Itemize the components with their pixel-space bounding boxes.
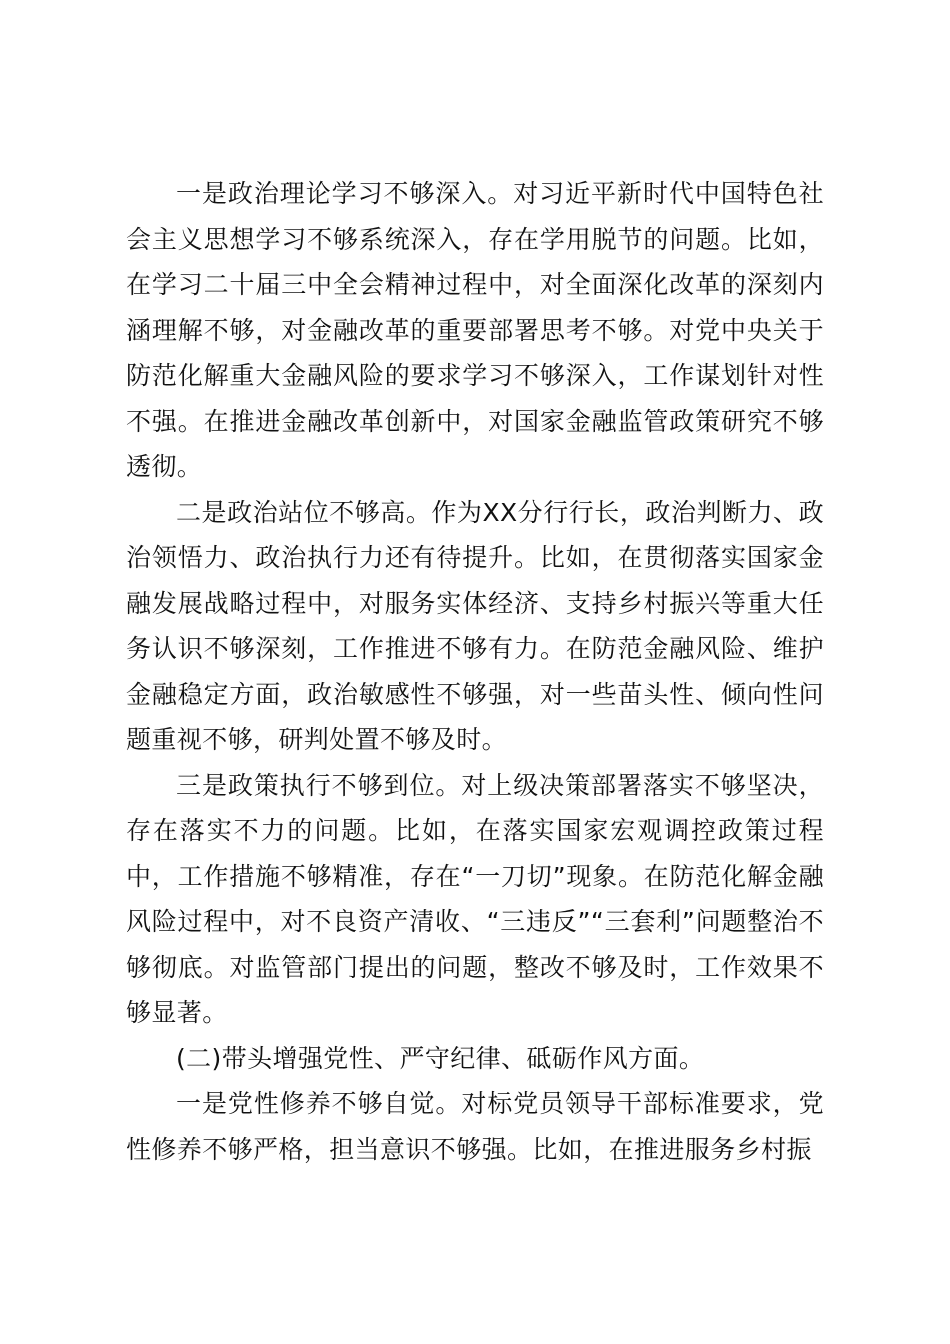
paragraph-political-theory: 一是政治理论学习不够深入。对习近平新时代中国特色社会主义思想学习不够系统深入，存在学用脱节的问题。比如，在学习二十届三中全会精神过程中，对全面深化改革的深刻内涵理解不够，对金融改革的重要部署思考不够。对党中央关于防范化解重大金融风险的要求学习不够深入，工作谋划针对性不强。在推进金融改革创新中，对国家金融监管政策研究不够透彻。 <box>126 179 824 481</box>
paragraph-political-standing: 二是政治站位不够高。作为XX分行行长，政治判断力、政治领悟力、政治执行力还有待提升。比如，在贯彻落实国家金融发展战略过程中，对服务实体经济、支持乡村振兴等重大任务认识不够深刻，工作推进不够有力。在防范金融风险、维护金融稳定方面，政治敏感性不够强，对一些苗头性、倾向性问题重视不够，研判处置不够及时。 <box>126 497 824 754</box>
document-body <box>126 171 824 1172</box>
paragraph-party-cultivation: 一是党性修养不够自觉。对标党员领导干部标准要求，党性修养不够严格，担当意识不够强。比如，在推进服务乡村振 <box>126 1089 824 1164</box>
paragraph-policy-execution: 三是政策执行不够到位。对上级决策部署落实不够坚决，存在落实不力的问题。比如，在落实国家宏观调控政策过程中，工作措施不够精准，存在“一刀切”现象。在防范化解金融风险过程中，对不良资产清收、“三违反”“三套利”问题整治不够彻底。对监管部门提出的问题，整改不够及时，工作效果不够显著。 <box>126 770 824 1027</box>
section-heading-party-spirit: (二)带头增强党性、严守纪律、砥砺作风方面。 <box>176 1043 705 1073</box>
